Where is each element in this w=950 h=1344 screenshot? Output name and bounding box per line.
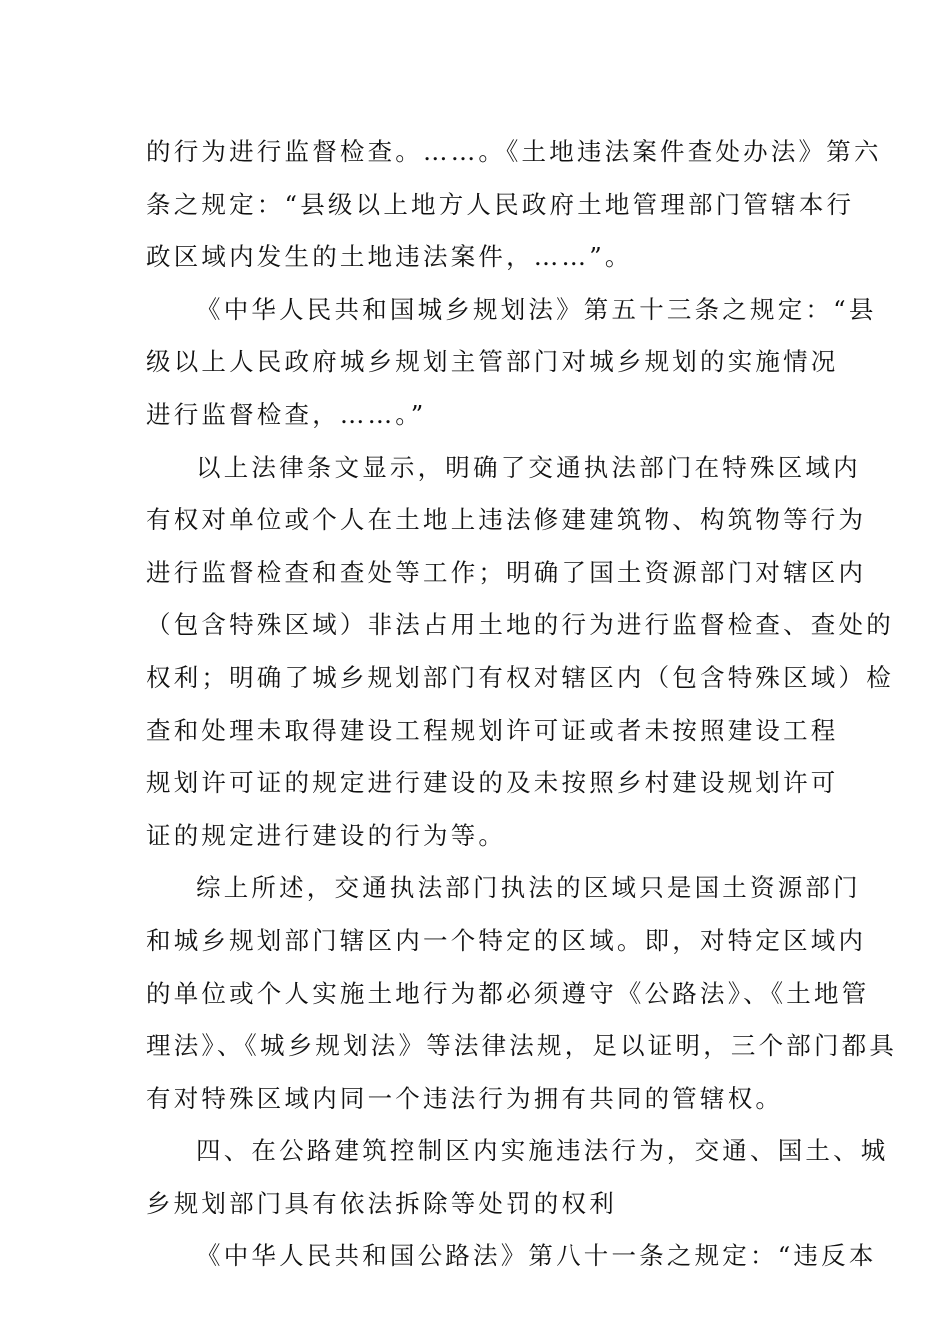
text-line: 证的规定进行建设的行为等。 — [146, 820, 507, 850]
paragraph — [146, 1230, 877, 1283]
text-line: 进行监督检查，……。” — [146, 399, 427, 429]
paragraph — [146, 284, 877, 442]
paragraph — [146, 862, 898, 1125]
text-line: 级以上人民政府城乡规划主管部门对城乡规划的实施情况 — [146, 347, 839, 377]
text-line: 乡规划部门具有依法拆除等处罚的权利 — [146, 1188, 617, 1218]
text-line: 以上法律条文显示，明确了交通执法部门在特殊区域内 — [196, 452, 861, 482]
text-line: 综上所述，交通执法部门执法的区域只是国土资源部门 — [196, 873, 861, 903]
text-line: 《中华人民共和国公路法》第八十一条之规定：“违反本 — [196, 1241, 877, 1271]
text-line: 有权对单位或个人在土地上违法修建建筑物、构筑物等行为 — [146, 505, 867, 535]
text-line: 规划许可证的规定进行建设的及未按照乡村建设规划许可 — [146, 768, 839, 798]
text-line: （包含特殊区域）非法占用土地的行为进行监督检查、查处的 — [146, 610, 894, 640]
text-line: 条之规定：“县级以上地方人民政府土地管理部门管辖本行 — [146, 189, 855, 219]
text-line: 的行为进行监督检查。……。《土地违法案件查处办法》第六 — [146, 137, 882, 166]
paragraph — [146, 126, 882, 284]
text-line: 理法》、《城乡规划法》等法律法规，足以证明，三个部门都具 — [146, 1031, 898, 1061]
text-line: 《中华人民共和国城乡规划法》第五十三条之规定：“县 — [196, 294, 877, 324]
text-line: 进行监督检查和查处等工作；明确了国土资源部门对辖区内 — [146, 557, 867, 587]
text-line: 四、在公路建筑控制区内实施违法行为，交通、国土、城 — [196, 1136, 889, 1166]
text-line: 和城乡规划部门辖区内一个特定的区域。即，对特定区域内 — [146, 925, 867, 955]
text-line: 权利；明确了城乡规划部门有权对辖区内（包含特殊区域）检 — [146, 662, 894, 692]
text-line: 查和处理未取得建设工程规划许可证或者未按照建设工程 — [146, 715, 839, 745]
text-line: 的单位或个人实施土地行为都必须遵守《公路法》、《土地管 — [146, 978, 870, 1008]
paragraph — [146, 1125, 889, 1230]
document-body — [146, 126, 898, 1283]
text-line: 有对特殊区域内同一个违法行为拥有共同的管辖权。 — [146, 1083, 784, 1113]
text-line: 政区域内发生的土地违法案件，……”。 — [146, 242, 633, 272]
paragraph — [146, 442, 894, 863]
